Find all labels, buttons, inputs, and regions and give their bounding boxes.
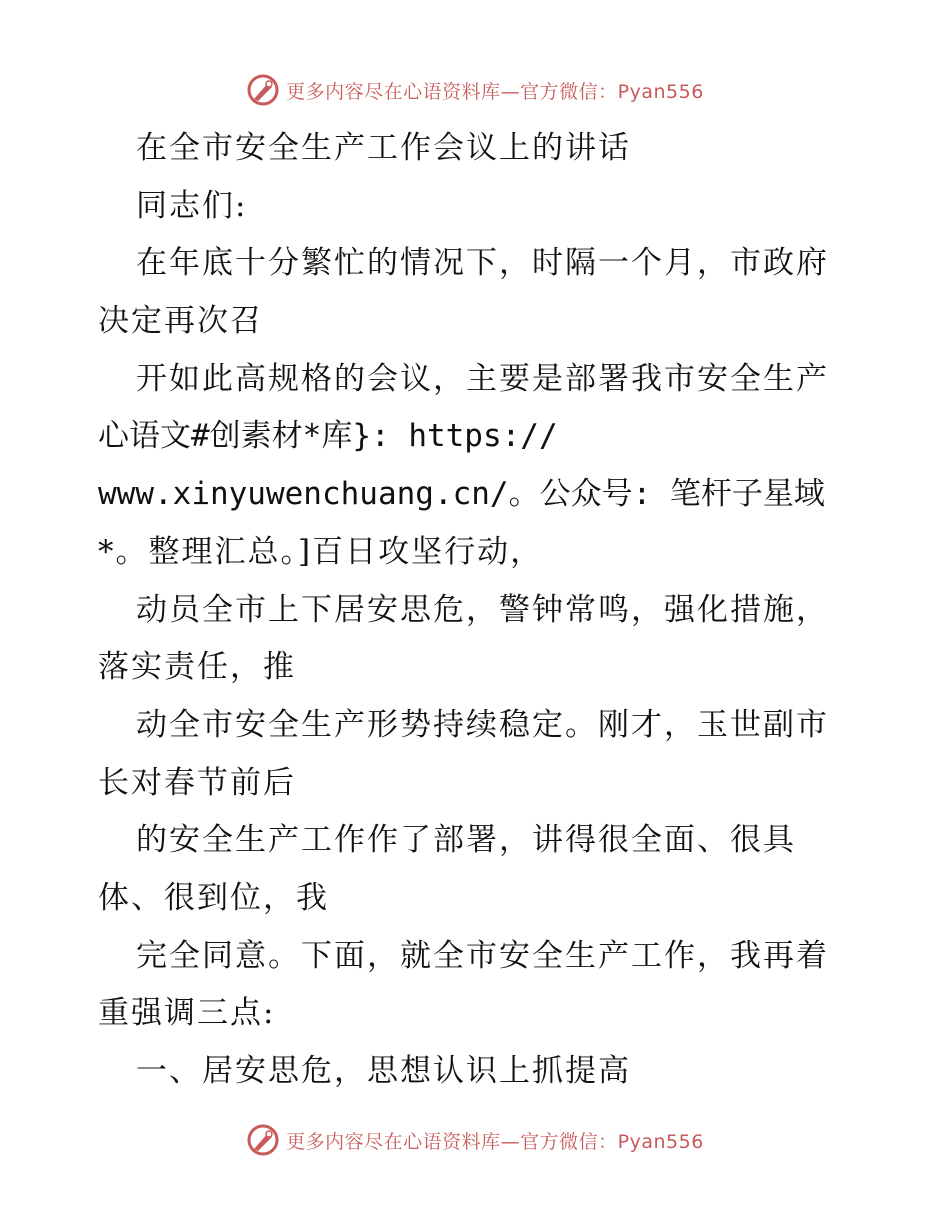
header-watermark-text: 更多内容尽在心语资料库—官方微信：Pyan556 xyxy=(286,80,704,103)
paragraph-line: 在年底十分繁忙的情况下，时隔一个月，市政府 xyxy=(136,245,829,282)
paragraph-line: *。整理汇总。]百日攻坚行动， xyxy=(98,533,544,570)
pen-emblem-icon xyxy=(246,1123,280,1157)
paragraph-line: 落实责任，推 xyxy=(98,649,296,686)
paragraph-line: 体、很到位，我 xyxy=(98,879,329,916)
paragraph-line: 开如此高规格的会议，主要是部署我市安全生产 xyxy=(136,360,829,397)
paragraph-line: 完全同意。下面，就全市安全生产工作，我再着 xyxy=(136,937,829,974)
document-title: 在全市安全生产工作会议上的讲话 xyxy=(136,130,631,166)
paragraph-line: 长对春节前后 xyxy=(98,764,296,801)
paragraph-line: 动员全市上下居安思危，警钟常鸣，强化措施， xyxy=(136,591,829,628)
paragraph-line: 动全市安全生产形势持续稳定。刚才，玉世副市 xyxy=(136,706,829,743)
paragraph-line: 决定再次召 xyxy=(98,303,263,340)
paragraph-line: 重强调三点: xyxy=(98,995,276,1032)
paragraph-line: 的安全生产工作作了部署，讲得很全面、很具 xyxy=(136,822,796,859)
pen-emblem-icon xyxy=(246,73,280,107)
document-body xyxy=(98,120,858,1101)
paragraph-line: 心语文#创素材*库}: https:// xyxy=(98,418,558,455)
header-watermark-banner xyxy=(0,70,950,110)
section-heading: 一、居安思危，思想认识上抓提高 xyxy=(136,1053,631,1089)
salutation: 同志们: xyxy=(136,187,248,224)
footer-watermark-text: 更多内容尽在心语资料库—官方微信：Pyan556 xyxy=(286,1130,704,1153)
paragraph-line: www.xinyuwenchuang.cn/。公众号: 笔杆子星域 xyxy=(98,476,825,513)
footer-watermark-banner xyxy=(0,1120,950,1160)
